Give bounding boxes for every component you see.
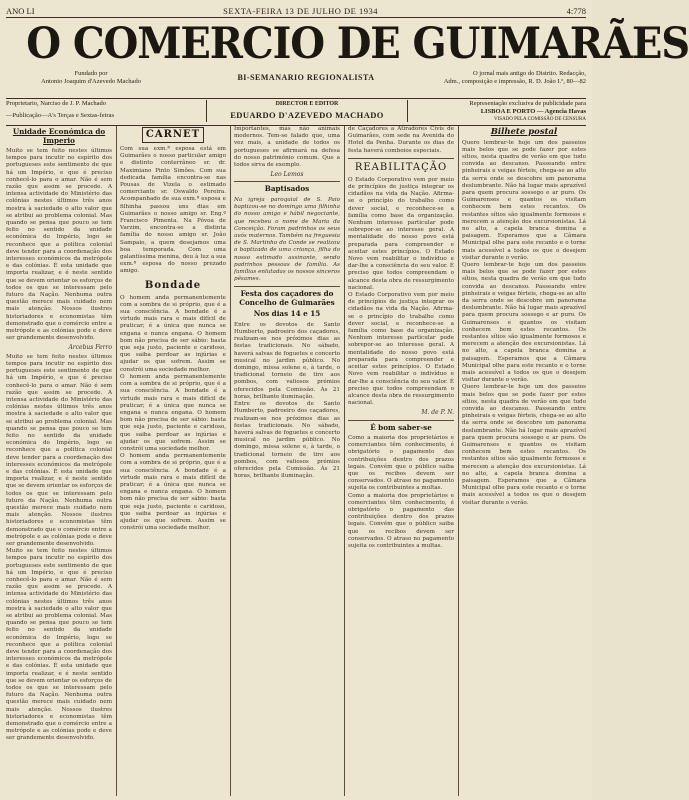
article-signature: M. de P. N. — [421, 409, 454, 417]
reabilitacao-heading: REABILITAÇÃO — [354, 161, 448, 173]
owner-info — [6, 100, 176, 120]
divider — [234, 286, 340, 287]
carnet-box — [120, 127, 226, 143]
reabilitacao-body-continued: O Estado Corporativo vem por meio de princípios de justiça integrar os cidadãos na vida da Nação. Afirma-se o princípio do trabalho como dever social, e reconhece-se a família como base da organização. Nenhum interesse particular pode sobrepor-se ao interesse geral. A mentalidade do nosso povo está preparada para compreender e aceitar estes princípios. O Estado Novo vem reabilitar o indivíduo e dar-lhe a consciência do seu valor. É preciso que todos compreendam o alcance desta obra de ressurgimento nacional. — [348, 292, 454, 407]
newspaper-title: O COMERCIO DE GUIMARÃES — [26, 19, 689, 69]
article-body: Muito se tem feito nestes últimos tempos para incutir no espírito dos portugueses este sentimento de que há um Império, e que é preciso conhecê-lo para o amar. Não é sem razão que assim se procede. A intensa actividade do Ministério das colónias nestes últimos três anos mostra à saciedade o alto valor que se atribui ao problema colonial. Mas quando se pensa que pouco se tem feito no sentido da unidade económica do Império, logo se reconhece que a política colonial deve tender para a coordenação dos interesses económicos da metrópole e das colónias. É esta unidade que importa realizar, e é neste sentido que se devem orientar os esforços de todos os que se interessam pelo futuro da Nação. Nenhuma outra questão merece mais cuidado nem mais atenção. Nossos ilustres historiadores e economistas têm demonstrado que o comércio entre a metrópole e as colónias pode e deve ser grandemente desenvolvido. — [6, 148, 112, 342]
founder-name: Antonio Joaquim d'Azevedo Machado — [41, 78, 141, 85]
dateline — [6, 5, 586, 18]
column-divider — [230, 126, 231, 796]
column-2 — [120, 126, 226, 796]
bom-saber-body-continued: Como a maioria dos proprietários e comerciantes têm conhecimento, é obrigatório o pagamento das contribuições dentro dos prazos legais. Convém que o público saiba que os recibos devem ser conservados. O atraso no pagamento sujeita os contribuintes a multas. — [348, 492, 454, 550]
festa-body: Entre os devotos de Santo Humberto, padroeiro dos caçadores, realizam-se nos próximos dias as festas tradicionais. No sábado, haverá salvas de foguetes e concerto musical no jardim público. No domingo, missa solene e, à tarde, o tradicional torneio de tiro aos pombos, com valiosos prémios oferecidos pela Comissão. Às 21 horas, brilhante iluminação. — [234, 321, 340, 400]
founder-info — [6, 70, 176, 86]
article-body-continued: Muito se tem feito nestes últimos tempos para incutir no espírito dos portugueses este sentimento de que há um Império, e que é preciso conhecê-lo para o amar. Não é sem razão que assim se procede. A intensa actividade do Ministério das colónias nestes últimos três anos mostra à saciedade o alto valor que se atribui ao problema colonial. Mas quando se pensa que pouco se tem feito no sentido da unidade económica do Império, logo se reconhece que a política colonial deve tender para a coordenação dos interesses económicos da metrópole e das colónias. É esta unidade que importa realizar, e é neste sentido que se devem orientar os esforços de todos os que se interessam pelo futuro da Nação. Nenhuma outra questão merece mais cuidado nem mais atenção. Nossos ilustres historiadores e economistas têm demonstrado que o comércio entre a metrópole e as colónias pode e deve ser grandemente desenvolvido. — [6, 548, 112, 742]
bilhete-body-continued: Quero lembrar-te hoje um dos passeios mais belos que se pode fazer por estes sítios, nesta quadra de verão em que tudo convida ao descanso. Passeando entre pinheirais e veigas férteis, chega-se ao alto da serra onde se descobre um panorama deslumbrante. Não há lugar mais aprazível para quem procura sossego e ar puro. Os Guimarenses e quantos os visitam conhecem bem estes recantos. Os restantes sítios são igualmente formosos e merecem a atenção dos excursionistas. Lá no alto, a capela branca domina a paisagem. Esperamos que a Câmara Municipal olhe para este recanto e o torne mais acessível a todos os que o desejem visitar durante o verão. — [462, 384, 586, 506]
owner-line: Proprietario, Narciso de J. P. Machado — [6, 100, 107, 107]
column-3 — [234, 126, 340, 796]
festa-heading: Festa dos caçadores do Concelho de Guimarães — [239, 289, 335, 307]
advertising-info — [416, 100, 586, 124]
redaction-line-2: Adm., composição e impressão, R. D. João I.º, 80—82 — [443, 78, 586, 85]
article-heading: Unidade Económica do Imperio — [12, 127, 106, 145]
article-signature: Arcebus Ferro — [68, 344, 112, 352]
redaction-line-1: O jornal mais antigo do Distrito. Redacção, — [472, 70, 586, 77]
reabilitacao-body: O Estado Corporativo vem por meio de princípios de justiça integrar os cidadãos na vida da Nação. Afirma-se o princípio do trabalho como dever social, e reconhece-se a família como base da organização. Nenhum interesse particular pode sobrepor-se ao interesse geral. A mentalidade do nosso povo está preparada para compreender e aceitar estes princípios. O Estado Novo vem reabilitar o indivíduo e dar-lhe a consciência do seu valor. É preciso que todos compreendam o alcance desta obra de ressurgimento nacional. — [348, 176, 454, 291]
masthead-subinfo — [6, 70, 586, 98]
advertising-line-1: Representação exclusiva de publicidade para — [469, 100, 586, 107]
carnet-heading: CARNET — [142, 127, 204, 143]
advertising-line-2: LISBOA E PORTO — Agencia Havas — [480, 108, 586, 115]
carnet-body: Com sua exm.ª esposa está em Guimarães o nosso particular amigo e distinto conterrâneo sr. dr. Maximiano Pinto Simões. Com sua dedicada família encontra-se nas Pousas de Vizela o estimado comerciante sr. Oswaldo Pereira. Acompanhado de sua exm.ª esposa e filhinha passou uns dias em Guimarães o nosso amigo sr. Eng.º Francisco Pimenta. Na Póvoa de Varzim, encontra-se a distinta família do nosso amigo sr. João Sampaio, a quem desejamos uma boa temporada. Com uma galantíssima menina, deu à luz a sua exm.ª esposa do nosso prezado amigo. — [120, 146, 226, 275]
column-1 — [6, 126, 112, 796]
baptisados-heading: Baptisados — [264, 184, 310, 194]
divider — [348, 420, 454, 421]
bilhete-body: Quero lembrar-te hoje um dos passeios mais belos que se pode fazer por estes sítios, nesta quadra de verão em que tudo convida ao descanso. Passeando entre pinheirais e veigas férteis, chega-se ao alto da serra onde se descobre um panorama deslumbrante. Não há lugar mais aprazível para quem procura sossego e ar puro. Os Guimarenses e quantos os visitam conhecem bem estes recantos. Os restantes sítios são igualmente formosos e merecem a atenção dos excursionistas. Lá no alto, a capela branca domina a paisagem. Esperamos que a Câmara Municipal olhe para este recanto e o torne mais acessível a todos os que o desejem visitar durante o verão. — [462, 139, 586, 261]
paper-type: BI-SEMANARIO REGIONALISTA — [237, 73, 375, 82]
column-5 — [462, 126, 586, 796]
bom-saber-heading: É bom saber-se — [370, 422, 432, 432]
baptisados-body: Na igreja paroquial de S. Paio baptizou-se no domingo uma filhinha do nosso amigo e hábil negociante, que recebeu o nome de Maria da Conceição. Foram padrinhos os seus avós maternos. Também na freguesia de S. Martinho do Conde se realizou o baptizado de uma criança, filha do nosso estimado assinante, sendo padrinhos pessoas de família. As famílias enlutadas os nossos sinceros pêsames. — [234, 196, 340, 283]
masthead — [6, 19, 689, 69]
article-columns — [6, 126, 586, 796]
divider — [348, 158, 454, 159]
column-divider — [116, 126, 117, 796]
bom-saber-body: Como a maioria dos proprietários e comerciantes têm conhecimento, é obrigatório o pagamento das contribuições dentro dos prazos legais. Convém que o público saiba que os recibos devem ser conservados. O atraso no pagamento sujeita os contribuintes a multas. — [348, 435, 454, 492]
censorship-line: VISADO PELA COMISSÃO DE CENSURA — [494, 117, 586, 122]
issue-number: 4:778 — [566, 6, 586, 16]
founder-label: Fundado por — [74, 70, 108, 77]
bilhete-heading: Bilhete postal — [490, 127, 558, 137]
header-rule — [6, 98, 586, 99]
bondade-body: O homem anda permanentemente com a sombra de si próprio, que é a sua consciência. A bondade é a virtude mais rara e mais difícil de praticar; é a única que nunca se engana e nunca engana. O homem bom não precisa de ser sábio: basta que seja justo, paciente e caridoso, que saiba perdoar as injúrias e ajudar os que sofrem. Assim se constrói uma sociedade melhor. — [120, 294, 226, 373]
bilhete-body-continued: Quero lembrar-te hoje um dos passeios mais belos que se pode fazer por estes sítios, nesta quadra de verão em que tudo convida ao descanso. Passeando entre pinheirais e veigas férteis, chega-se ao alto da serra onde se descobre um panorama deslumbrante. Não há lugar mais aprazível para quem procura sossego e ar puro. Os Guimarenses e quantos os visitam conhecem bem estes recantos. Os restantes sítios são igualmente formosos e merecem a atenção dos excursionistas. Lá no alto, a capela branca domina a paisagem. Esperamos que a Câmara Municipal olhe para este recanto e o torne mais acessível a todos os que o desejem visitar durante o verão. — [462, 261, 586, 384]
director-box — [206, 100, 408, 122]
article-signature: Leo Lemos — [270, 171, 304, 179]
divider — [234, 181, 340, 182]
column-divider — [458, 126, 459, 796]
article-body-continued: Muito se tem feito nestes últimos tempos para incutir no espírito dos portugueses este sentimento de que há um Império, e que é preciso conhecê-lo para o amar. Não é sem razão que assim se procede. A intensa actividade do Ministério das colónias nestes últimos três anos mostra à saciedade o alto valor que se atribui ao problema colonial. Mas quando se pensa que pouco se tem feito no sentido da unidade económica do Império, logo se reconhece que a política colonial deve tender para a coordenação dos interesses económicos da metrópole e das colónias. É esta unidade que importa realizar, e é neste sentido que se devem orientar os esforços de todos os que se interessam pelo futuro da Nação. Nenhuma outra questão merece mais cuidado nem mais atenção. Nossos ilustres historiadores e economistas têm demonstrado que o comércio entre a metrópole e as colónias pode e deve ser grandemente desenvolvido. — [6, 353, 112, 547]
festa-body-continued: Entre os devotos de Santo Humberto, padroeiro dos caçadores, realizam-se nos próximos dias as festas tradicionais. No sábado, haverá salvas de foguetes e concerto musical no jardim público. No domingo, missa solene e, à tarde, o tradicional torneio de tiro aos pombos, com valiosos prémios oferecidos pela Comissão. Às 21 horas, brilhante iluminação. — [234, 401, 340, 480]
bondade-heading: Bondade — [144, 279, 202, 291]
redaction-info — [416, 70, 586, 86]
column-4 — [348, 126, 454, 796]
director-name: EDUARDO D'AZEVEDO MACHADO — [230, 110, 384, 120]
bondade-body-continued: O homem anda permanentemente com a sombra de si próprio, que é a sua consciência. A bondade é a virtude mais rara e mais difícil de praticar; é a única que nunca se engana e nunca engana. O homem bom não precisa de ser sábio: basta que seja justo, paciente e caridoso, que saiba perdoar as injúrias e ajudar os que sofrem. Assim se constrói uma sociedade melhor. — [120, 373, 226, 452]
volume-label: ANO LI — [6, 6, 35, 16]
continued-text: de Caçadores a Atiradores Civis de Guimarães, com sede na Avenida do Hotel da Penha. Durante os dias de festa haverá comboios especiais. — [348, 126, 454, 154]
issue-date: SEXTA-FEIRA 13 DE JULHO DE 1934 — [223, 6, 379, 16]
publication-line: —Publicação—A's Terças e Sextas-feiras — [6, 112, 114, 119]
bondade-body-continued: O homem anda permanentemente com a sombra de si próprio, que é a sua consciência. A bondade é a virtude mais rara e mais difícil de praticar; é a única que nunca se engana e nunca engana. O homem bom não precisa de ser sábio: basta que seja justo, paciente e caridoso, que saiba perdoar as injúrias e ajudar os que sofrem. Assim se constrói uma sociedade melhor. — [120, 453, 226, 532]
column-divider — [344, 126, 345, 796]
director-label: DIRECTOR E EDITOR — [275, 101, 339, 107]
festa-subheading: Nos dias 14 e 15 — [253, 309, 321, 319]
editor-bar — [6, 100, 586, 124]
continued-text: Importantes, mas não animais modernos. Tem-se falado que, uma vez mais, a unidade de todos os portugueses se afirmará na defesa do nosso património comum. Que a todos sirva de exemplo. — [234, 126, 340, 169]
